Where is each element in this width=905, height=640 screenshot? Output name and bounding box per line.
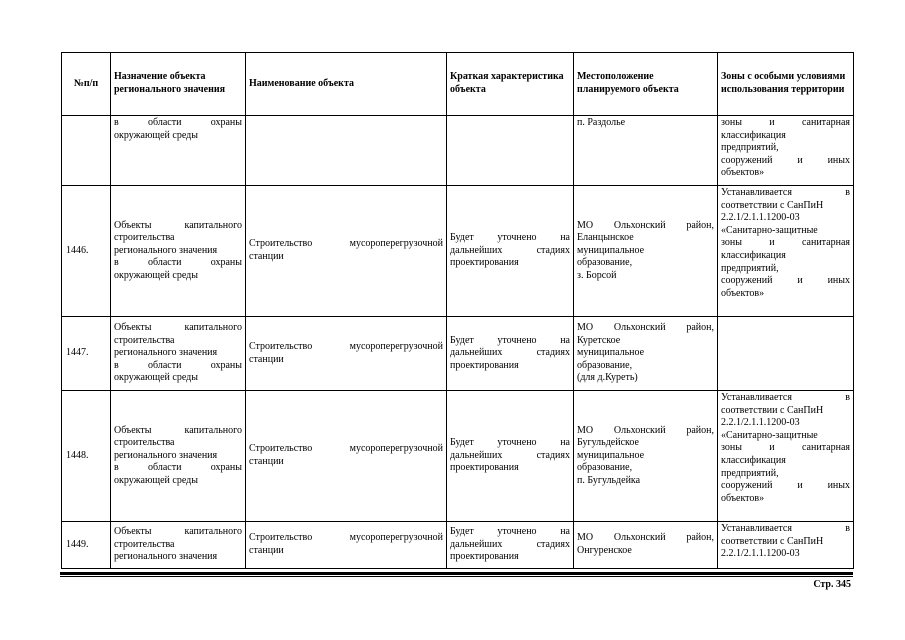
purpose-line: в области охраны xyxy=(114,462,242,474)
continuation-zones-line: зоны и санитарная xyxy=(721,117,850,128)
location-cell xyxy=(574,522,718,569)
zones-line: соответствии с СанПиН xyxy=(721,199,824,211)
purpose-cell xyxy=(111,317,246,391)
table-row xyxy=(62,522,854,569)
location-line: з. Борсой xyxy=(577,269,617,281)
continuation-name-cell xyxy=(246,116,447,186)
location-line: МО Ольхонский район, xyxy=(577,424,714,436)
purpose-line: окружающей среды xyxy=(114,269,198,281)
document-table xyxy=(61,52,854,569)
zones-cell xyxy=(718,391,854,522)
zones-line: Устанавливается в xyxy=(721,187,850,198)
continuation-zones-line: классификация xyxy=(721,129,786,141)
zones-line: Устанавливается в xyxy=(721,392,850,403)
footer-rule-thin xyxy=(60,576,853,577)
zones-line: соответствии с СанПиН xyxy=(721,404,824,416)
table-row xyxy=(62,317,854,391)
continuation-zones-line: сооружений и иных xyxy=(721,154,850,166)
purpose-line: строительства xyxy=(114,232,175,244)
purpose-cell xyxy=(111,391,246,522)
header-name: Наименование объекта xyxy=(246,53,447,116)
zones-cell xyxy=(718,186,854,317)
purpose-cell xyxy=(111,522,246,569)
location-line: муниципальное xyxy=(577,347,645,359)
location-line: Бугульдейское xyxy=(577,437,639,449)
purpose-line: Объекты капитального xyxy=(114,219,242,231)
zones-line: предприятий, xyxy=(721,467,779,479)
characteristic-cell: Будет уточнено на дальнейших стадиях проектирования xyxy=(447,522,574,569)
purpose-cell xyxy=(111,186,246,317)
zones-line: сооружений и иных xyxy=(721,275,850,287)
purpose-line: в области охраны xyxy=(114,257,242,269)
header-zones: Зоны с особыми условиями использования территории xyxy=(718,53,854,116)
location-line: МО Ольхонский район, xyxy=(577,532,714,544)
zones-line: предприятий, xyxy=(721,262,779,274)
continuation-zones-cell xyxy=(718,116,854,186)
location-line: муниципальное xyxy=(577,244,645,256)
zones-line: объектов» xyxy=(721,492,765,504)
name-cell: Строительство мусороперегрузочной станции xyxy=(246,522,447,569)
continuation-num-cell xyxy=(62,116,111,186)
table-row xyxy=(62,391,854,522)
location-cell xyxy=(574,186,718,317)
location-line: МО Ольхонский район, xyxy=(577,219,714,231)
continuation-location-cell: п. Раздолье xyxy=(574,116,718,186)
name-cell: Строительство мусороперегрузочной станции xyxy=(246,391,447,522)
characteristic-cell: Будет уточнено на дальнейших стадиях проектирования xyxy=(447,186,574,317)
purpose-line: в области охраны xyxy=(114,359,242,371)
purpose-line: строительства xyxy=(114,437,175,449)
zones-line: «Санитарно-защитные xyxy=(721,224,818,236)
zones-line: 2.2.1/2.1.1.1200-03 xyxy=(721,212,800,224)
continuation-zones-line: объектов» xyxy=(721,167,765,179)
characteristic-cell: Будет уточнено на дальнейших стадиях проектирования xyxy=(447,317,574,391)
continuation-purpose-line: окружающей среды xyxy=(114,129,198,141)
continuation-characteristic-cell xyxy=(447,116,574,186)
zones-line: 2.2.1/2.1.1.1200-03 xyxy=(721,548,800,560)
row-number-cell: 1448. xyxy=(62,391,111,522)
table-row xyxy=(62,186,854,317)
location-cell xyxy=(574,317,718,391)
zones-line: «Санитарно-защитные xyxy=(721,429,818,441)
zones-line: сооружений и иных xyxy=(721,480,850,492)
continuation-purpose-cell xyxy=(111,116,246,186)
purpose-line: окружающей среды xyxy=(114,474,198,486)
footer-rule-thick xyxy=(60,572,853,575)
row-number-cell: 1447. xyxy=(62,317,111,391)
continuation-zones-line: предприятий, xyxy=(721,142,779,154)
purpose-line: окружающей среды xyxy=(114,372,198,384)
header-location: Местоположение планируемого объекта xyxy=(574,53,718,116)
location-line: п. Бугульдейка xyxy=(577,474,641,486)
continuation-row xyxy=(62,116,854,186)
location-line: Куретское xyxy=(577,334,621,346)
zones-cell xyxy=(718,522,854,569)
location-line: Еланцынское xyxy=(577,232,634,244)
location-cell xyxy=(574,391,718,522)
zones-line: соответствии с СанПиН xyxy=(721,535,824,547)
page-number: Стр. 345 xyxy=(813,579,851,590)
header-row xyxy=(62,53,854,116)
location-line: образование, xyxy=(577,359,633,371)
continuation-purpose-line: в области охраны xyxy=(114,117,242,128)
zones-line: объектов» xyxy=(721,287,765,299)
location-line: МО Ольхонский район, xyxy=(577,322,714,334)
location-line: Онгуренское xyxy=(577,545,632,556)
location-line: образование, xyxy=(577,257,633,269)
location-line: образование, xyxy=(577,462,633,474)
header-num: №п/п xyxy=(62,53,111,116)
purpose-line: регионального значения xyxy=(114,551,218,563)
zones-line: классификация xyxy=(721,454,786,466)
purpose-line: регионального значения xyxy=(114,347,218,359)
purpose-line: строительства xyxy=(114,538,175,550)
characteristic-cell: Будет уточнено на дальнейших стадиях проектирования xyxy=(447,391,574,522)
purpose-line: регионального значения xyxy=(114,449,218,461)
location-line: муниципальное xyxy=(577,449,645,461)
purpose-line: регионального значения xyxy=(114,244,218,256)
purpose-line: строительства xyxy=(114,334,175,346)
name-cell: Строительство мусороперегрузочной станции xyxy=(246,186,447,317)
row-number-cell: 1446. xyxy=(62,186,111,317)
zones-line: Устанавливается в xyxy=(721,523,850,534)
location-line: (для д.Куреть) xyxy=(577,372,638,384)
purpose-line: Объекты капитального xyxy=(114,424,242,436)
name-cell: Строительство мусороперегрузочной станции xyxy=(246,317,447,391)
header-purpose: Назначение объекта регионального значения xyxy=(111,53,246,116)
row-number-cell: 1449. xyxy=(62,522,111,569)
zones-line: зоны и санитарная xyxy=(721,237,850,249)
zones-cell xyxy=(718,317,854,391)
header-characteristic: Краткая характеристика объекта xyxy=(447,53,574,116)
zones-line: зоны и санитарная xyxy=(721,442,850,454)
zones-line: 2.2.1/2.1.1.1200-03 xyxy=(721,417,800,429)
purpose-line: Объекты капитального xyxy=(114,526,242,538)
zones-line: классификация xyxy=(721,249,786,261)
purpose-line: Объекты капитального xyxy=(114,322,242,334)
